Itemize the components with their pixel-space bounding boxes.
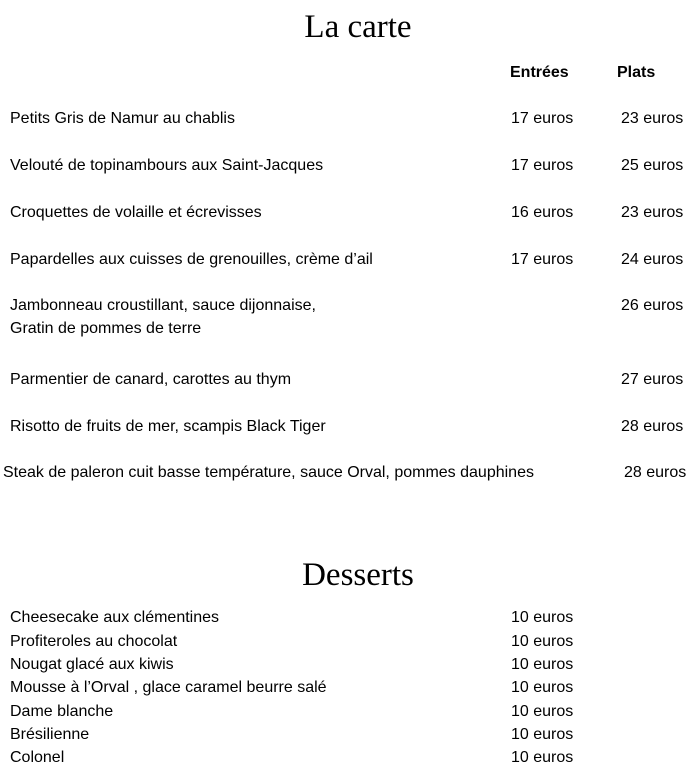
dessert-price: 10 euros — [511, 609, 574, 626]
dish-entree-price: 17 euros — [511, 110, 574, 127]
dish-plat-price: 27 euros — [621, 371, 684, 388]
dish-name-line2: Gratin de pommes de terre — [10, 320, 202, 337]
dish-entree-price: 17 euros — [511, 157, 574, 174]
dessert-name: Nougat glacé aux kiwis — [10, 656, 174, 673]
dessert-name: Mousse à l’Orval , glace caramel beurre salé — [10, 679, 327, 696]
dish-name: Velouté de topinambours aux Saint-Jacques — [10, 157, 324, 174]
dessert-name: Brésilienne — [10, 726, 90, 743]
dessert-name: Cheesecake aux clémentines — [10, 609, 220, 626]
column-header-entrees: Entrées — [510, 64, 569, 81]
dish-plat-price: 24 euros — [621, 251, 684, 268]
dish-name: Risotto de fruits de mer, scampis Black Tiger — [10, 418, 326, 435]
dish-entree-price: 16 euros — [511, 204, 574, 221]
dish-name: Petits Gris de Namur au chablis — [10, 110, 235, 127]
dish-plat-price: 23 euros — [621, 204, 684, 221]
dessert-price: 10 euros — [511, 749, 574, 766]
column-header-plats: Plats — [617, 64, 656, 81]
dish-name: Parmentier de canard, carottes au thym — [10, 371, 292, 388]
dish-plat-price: 26 euros — [621, 297, 684, 314]
dessert-price: 10 euros — [511, 679, 574, 696]
desserts-title: Desserts — [302, 557, 414, 593]
dessert-name: Profiteroles au chocolat — [10, 633, 178, 650]
dessert-price: 10 euros — [511, 726, 574, 743]
dessert-price: 10 euros — [511, 656, 574, 673]
dessert-name: Dame blanche — [10, 703, 114, 720]
dish-plat-price: 25 euros — [621, 157, 684, 174]
dish-name: Croquettes de volaille et écrevisses — [10, 204, 262, 221]
dessert-name: Colonel — [10, 749, 65, 766]
dessert-price: 10 euros — [511, 633, 574, 650]
dish-entree-price: 17 euros — [511, 251, 574, 268]
dish-name: Jambonneau croustillant, sauce dijonnaise, — [10, 297, 316, 314]
dish-plat-price: 28 euros — [624, 464, 687, 481]
dish-plat-price: 23 euros — [621, 110, 684, 127]
carte-title: La carte — [304, 9, 412, 45]
dish-plat-price: 28 euros — [621, 418, 684, 435]
dish-name: Papardelles aux cuisses de grenouilles, crème d’ail — [10, 251, 373, 268]
dessert-price: 10 euros — [511, 703, 574, 720]
dish-name: Steak de paleron cuit basse température, sauce Orval, pommes dauphines — [3, 464, 534, 481]
